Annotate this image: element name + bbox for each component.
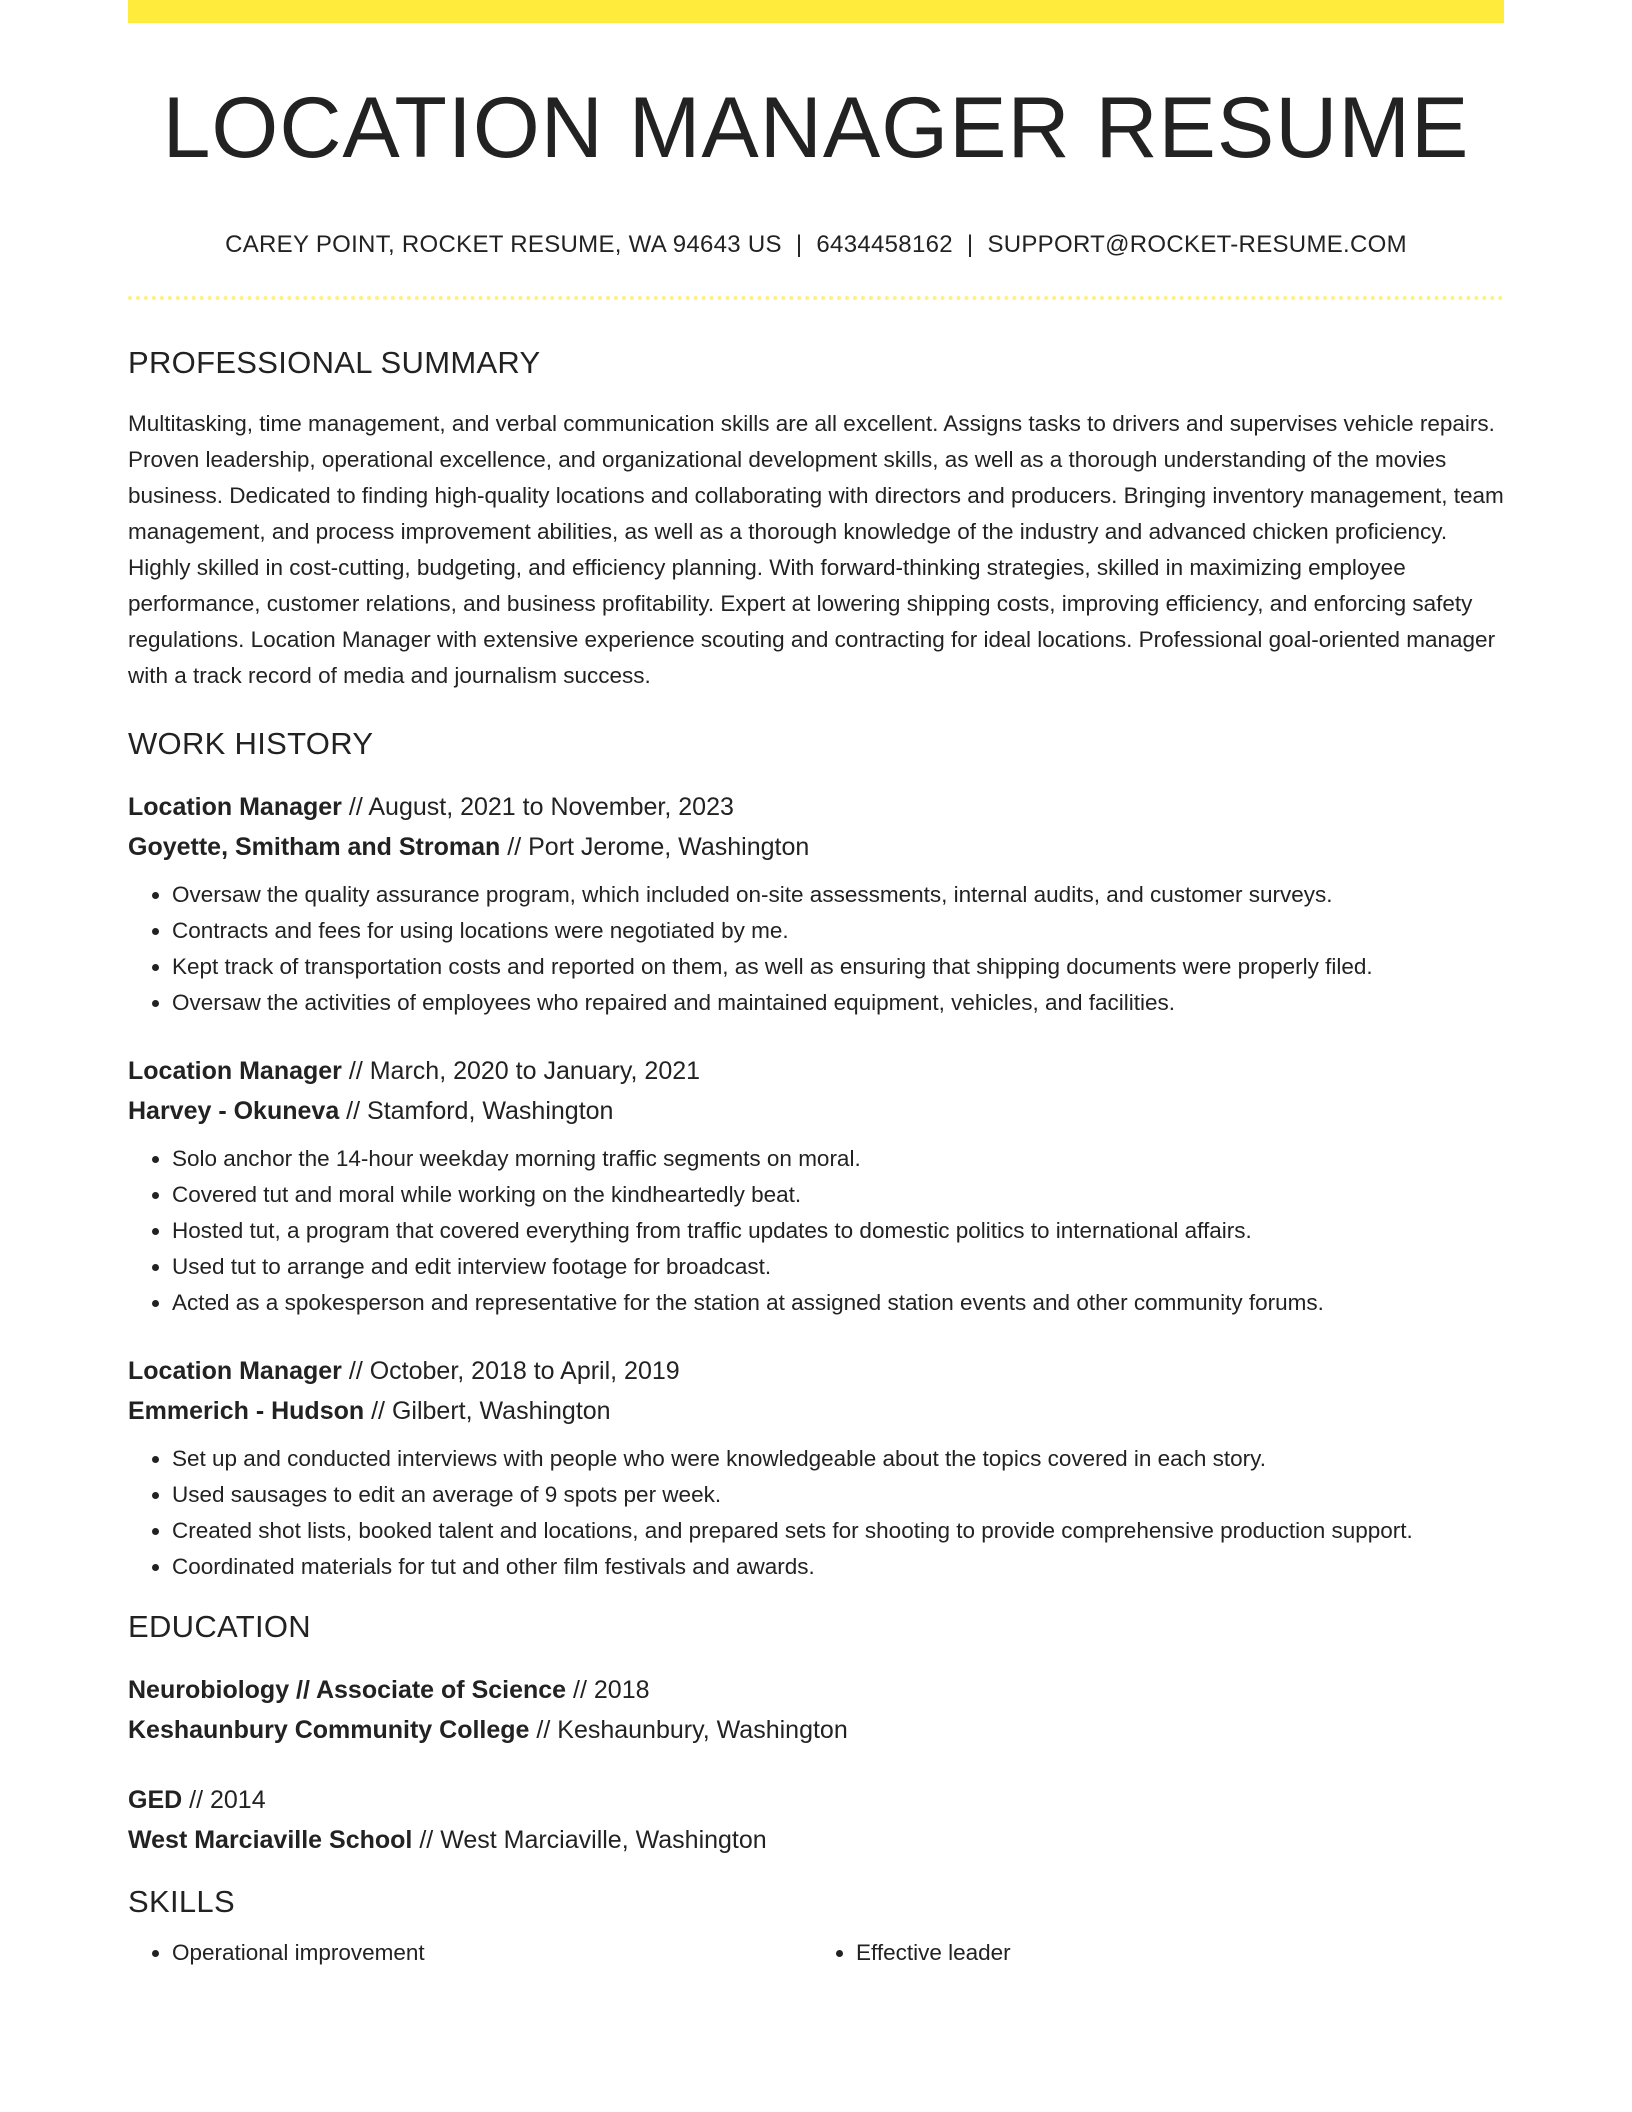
divider: //: [573, 1676, 587, 1704]
job-dates: October, 2018 to April, 2019: [369, 1357, 680, 1385]
summary-text: Multitasking, time management, and verbal communication skills are all excellent. Assigns tasks to drivers and supervises vehicle repairs. Proven leadership, operational excellence, and organizational development skills, as well as a thorough understanding of the movies business. Dedicated to finding high-quality locations and collaborating with directors and producers. Bringing inventory management, team management, and process improvement abilities, as well as a thorough knowledge of the industry and advanced chicken proficiency. Highly skilled in cost-cutting, budgeting, and efficiency planning. With forward-thinking strategies, skilled in maximizing employee performance, customer relations, and business profitability. Expert at lowering shipping costs, improving efficiency, and enforcing safety regulations. Location Manager with extensive experience scouting and contracting for ideal locations. Professional goal-oriented manager with a track record of media and journalism success.: [128, 411, 1504, 688]
job-entry: [128, 1351, 1504, 1585]
contact-address: CAREY POINT, ROCKET RESUME, WA 94643 US: [225, 231, 782, 258]
job-bullet: • Contracts and fees for using locations were negotiated by me.: [172, 913, 1504, 949]
divider: //: [348, 1357, 363, 1385]
education-location: Keshaunbury, Washington: [557, 1716, 848, 1744]
skill-item: • Effective leader: [856, 1935, 1496, 1971]
job-company-line: [128, 1391, 1504, 1431]
skills-heading: SKILLS: [128, 1884, 235, 1919]
job-bullets: [128, 877, 1504, 1021]
job-location: Port Jerome, Washington: [528, 833, 810, 861]
work-history-heading: WORK HISTORY: [128, 726, 374, 761]
divider: //: [348, 1057, 363, 1085]
education-school-line: [128, 1710, 1504, 1750]
job-entry: [128, 1051, 1504, 1321]
job-location: Stamford, Washington: [367, 1097, 614, 1125]
job-bullets: [128, 1441, 1504, 1585]
job-bullet: • Used tut to arrange and edit interview footage for broadcast.: [172, 1249, 1504, 1285]
education-degree: Neurobiology // Associate of Science: [128, 1676, 567, 1704]
job-bullet: • Set up and conducted interviews with people who were knowledgeable about the topics covered in each story.: [172, 1441, 1504, 1477]
education-entry: [128, 1780, 1504, 1860]
education-school: Keshaunbury Community College: [128, 1716, 530, 1744]
contact-separator: |: [966, 231, 974, 258]
skills-list: [128, 1935, 1504, 1971]
job-bullet: • Hosted tut, a program that covered everything from traffic updates to domestic politics to international affairs.: [172, 1213, 1504, 1249]
job-bullets: [128, 1141, 1504, 1321]
header-divider: [128, 296, 1504, 300]
job-bullet: • Covered tut and moral while working on the kindheartedly beat.: [172, 1177, 1504, 1213]
contact-separator: |: [795, 231, 803, 258]
divider: //: [348, 793, 363, 821]
job-title: Location Manager: [128, 793, 342, 821]
contact-line: [128, 231, 1504, 259]
skills-column-right: [812, 1935, 1496, 1971]
accent-bar: [128, 0, 1504, 23]
job-title-line: [128, 787, 1504, 827]
job-entry: [128, 787, 1504, 1021]
education-school: West Marciaville School: [128, 1826, 413, 1854]
education-school-line: [128, 1820, 1504, 1860]
skills-column-left: [128, 1935, 812, 1971]
education-entry: [128, 1670, 1504, 1750]
education-heading: EDUCATION: [128, 1609, 311, 1644]
job-title-line: [128, 1351, 1504, 1391]
contact-email[interactable]: SUPPORT@ROCKET-RESUME.COM: [987, 231, 1407, 258]
education-location: West Marciaville, Washington: [440, 1826, 767, 1854]
job-title-line: [128, 1051, 1504, 1091]
job-dates: August, 2021 to November, 2023: [368, 793, 734, 821]
divider: //: [346, 1097, 361, 1125]
resume-title: LOCATION MANAGER RESUME: [162, 80, 1470, 176]
job-bullet: • Solo anchor the 14-hour weekday morning traffic segments on moral.: [172, 1141, 1504, 1177]
job-bullet: • Oversaw the quality assurance program, which included on-site assessments, internal audits, and customer surveys.: [172, 877, 1504, 913]
job-title: Location Manager: [128, 1357, 342, 1385]
divider: //: [536, 1716, 551, 1744]
divider: //: [371, 1397, 386, 1425]
education-degree-line: [128, 1780, 1504, 1820]
job-company-line: [128, 1091, 1504, 1131]
job-bullet: • Coordinated materials for tut and other film festivals and awards.: [172, 1549, 1504, 1585]
job-company-line: [128, 827, 1504, 867]
education-year: 2018: [593, 1676, 650, 1704]
job-bullet: • Kept track of transportation costs and reported on them, as well as ensuring that shipping documents were properly filed.: [172, 949, 1504, 985]
job-bullet: • Oversaw the activities of employees who repaired and maintained equipment, vehicles, and facilities.: [172, 985, 1504, 1021]
divider: //: [189, 1786, 204, 1814]
job-bullet: • Created shot lists, booked talent and locations, and prepared sets for shooting to provide comprehensive production support.: [172, 1513, 1504, 1549]
job-bullet: • Acted as a spokesperson and representative for the station at assigned station events and other community forums.: [172, 1285, 1504, 1321]
job-location: Gilbert, Washington: [391, 1397, 611, 1425]
resume-page: [128, 0, 1504, 1971]
skill-item: • Operational improvement: [172, 1935, 812, 1971]
divider: //: [419, 1826, 434, 1854]
job-title: Location Manager: [128, 1057, 342, 1085]
job-bullet: • Used sausages to edit an average of 9 spots per week.: [172, 1477, 1504, 1513]
divider: //: [507, 833, 522, 861]
job-company: Goyette, Smitham and Stroman: [128, 833, 501, 861]
job-company: Harvey - Okuneva: [128, 1097, 340, 1125]
contact-phone: 6434458162: [816, 231, 953, 258]
education-degree-line: [128, 1670, 1504, 1710]
job-company: Emmerich - Hudson: [128, 1397, 365, 1425]
summary-heading: PROFESSIONAL SUMMARY: [128, 345, 541, 380]
education-degree: GED: [128, 1786, 183, 1814]
job-dates: March, 2020 to January, 2021: [369, 1057, 701, 1085]
education-year: 2014: [210, 1786, 266, 1814]
